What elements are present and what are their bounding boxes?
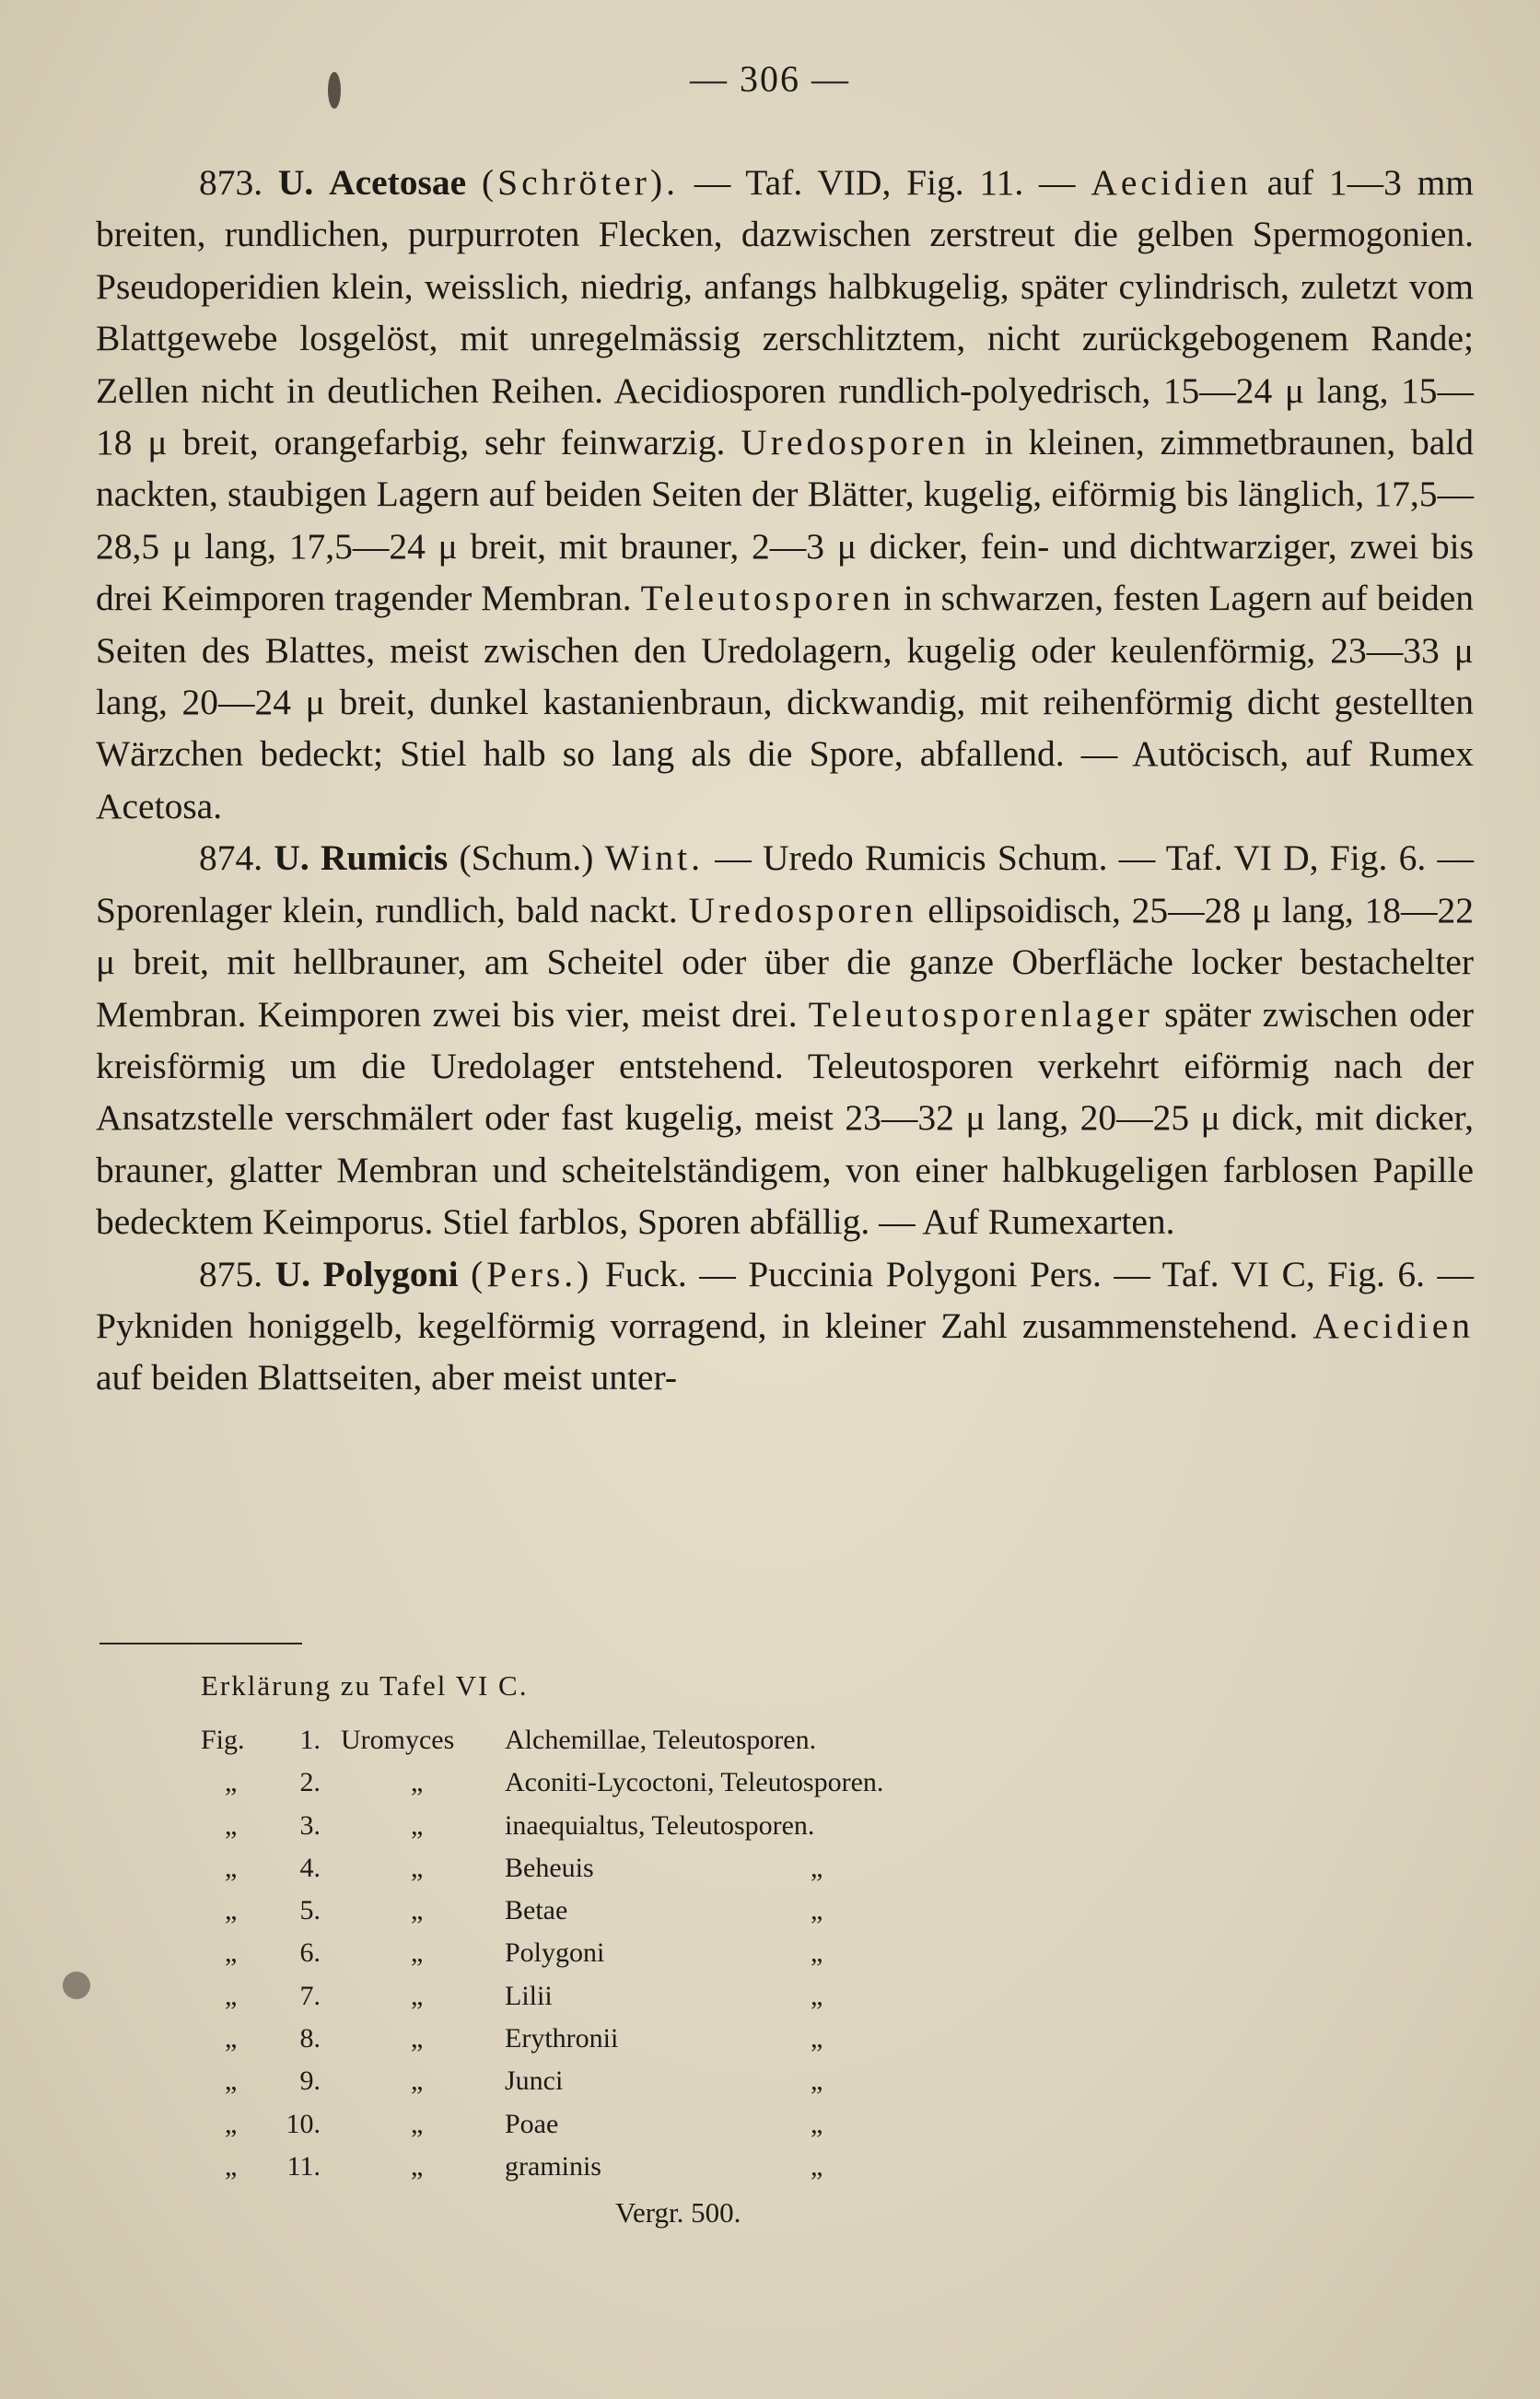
legend-row — [201, 2018, 846, 2060]
legend-ditto: „ — [811, 1895, 823, 1926]
legend-species: Junci — [505, 2065, 564, 2097]
genus: U. — [274, 1253, 311, 1294]
legend-ditto: „ — [811, 2108, 823, 2139]
legend-fig-label: „ — [225, 1895, 238, 1926]
genus: U. — [277, 162, 314, 203]
ink-blot — [63, 1972, 90, 1999]
legend-fig-label: „ — [225, 1980, 238, 2011]
keyword: Teleutosporen — [640, 578, 894, 619]
legend-fig-number: 11. — [286, 2150, 321, 2182]
legend-genus: „ — [411, 1980, 424, 2011]
species-name: Polygoni — [322, 1253, 459, 1294]
entry-875: 875. U. Polygoni (Pers.) Fuck. — Puccinia Polygoni Pers. — Taf. VI C, Fig. 6. — Pykniden honiggelb, kegelförmig vorragend, in kleiner Zahl zusammenstehend. Aecidien auf beiden Blattseiten, aber meist unter- — [96, 1253, 1475, 1398]
legend-row — [201, 1805, 846, 1847]
legend-fig-number: 9. — [299, 2065, 321, 2097]
entry-number: 874. — [199, 837, 263, 879]
legend-genus: „ — [411, 1767, 424, 1798]
legend-fig-label: „ — [225, 1937, 238, 1969]
entry-number: 875. — [199, 1253, 263, 1294]
legend-ditto: „ — [811, 2150, 823, 2182]
keyword: Aecidien — [1091, 162, 1252, 203]
legend-genus: „ — [411, 2150, 424, 2182]
legend-fig-number: 10. — [286, 2108, 321, 2139]
legend-genus: „ — [411, 2065, 424, 2097]
entry-873: 873. U. Acetosae (Schröter). — Taf. VID, Fig. 11. — Aecidien auf 1—3 mm breiten, rundlichen, purpurroten Flecken, dazwischen zerstreut die gelben Spermogonien. Pseudoperidien klein, weisslich, niedrig, anfangs halbkugelig, später cylindrisch, zuletzt vom Blattgewebe losgelöst, mit unregelmässig zerschlitztem, nicht zurückgebogenem Rande; Zellen nicht in deutlichen Reihen. Aecidiosporen rundlich-polyedrisch, 15—24 μ lang, 15—18 μ breit, orangefarbig, sehr feinwarzig. Uredosporen in kleinen, zimmetbraunen, bald nackten, staubigen Lagern auf beiden Seiten der Blätter, kugelig, eiförmig bis länglich, 17,5—28,5 μ lang, 17,5—24 μ breit, mit brauner, 2—3 μ dicker, fein- und dichtwarziger, zwei bis drei Keimporen tragender Membran. Teleutosporen in schwarzen, festen Lagern auf beiden Seiten des Blattes, meist zwischen den Uredolagern, kugelig oder keulenförmig, 23—33 μ lang, 20—24 μ breit, dunkel kastanienbraun, dickwandig, mit reihenförmig dicht gestellten Wärzchen bedeckt; Stiel halb so lang als die Spore, abfallend. — Autöcisch, auf Rumex Acetosa. — [96, 162, 1475, 826]
legend-species: graminis — [505, 2150, 601, 2182]
legend-species: Betae — [505, 1895, 568, 1926]
legend-genus: Uromyces — [341, 1725, 455, 1755]
legend-ditto: „ — [811, 1852, 823, 1883]
author: Wint. — [604, 837, 704, 879]
legend-species: Poae — [505, 2108, 559, 2139]
legend-fig-label: „ — [225, 2065, 238, 2097]
legend-fig-label: Fig. — [201, 1725, 245, 1755]
legend-fig-number: 8. — [299, 2023, 321, 2054]
legend-ditto: „ — [811, 1980, 823, 2011]
legend-fig-number: 4. — [299, 1852, 321, 1883]
legend-ditto: „ — [811, 2065, 823, 2097]
genus: U. — [274, 837, 309, 879]
legend-genus: „ — [411, 1895, 424, 1926]
entry-number: 873. — [199, 162, 263, 203]
keyword: Aecidien — [1312, 1305, 1474, 1346]
legend-species: Polygoni — [505, 1937, 605, 1969]
magnification: Vergr. 500. — [615, 2196, 741, 2229]
keyword: Uredosporen — [688, 889, 917, 930]
species-name: Rumicis — [321, 837, 449, 879]
legend-row — [201, 1975, 846, 2018]
keyword: Teleutosporenlager — [808, 993, 1153, 1035]
entry-874: 874. U. Rumicis (Schum.) Wint. — Uredo Rumicis Schum. — Taf. VI D, Fig. 6. — Sporenlager klein, rundlich, bald nackt. Uredosporen ellipsoidisch, 25—28 μ lang, 18—22 μ breit, mit hellbrauner, am Scheitel oder über die ganze Oberfläche locker bestachelter Membran. Keimporen zwei bis vier, meist drei. Teleutosporenlager später zwischen oder kreisförmig um die Uredolager entstehend. Teleutosporen verkehrt eiförmig nach der Ansatzstelle verschmälert oder fast kugelig, meist 23—32 μ lang, 20—25 μ dick, mit dicker, brauner, glatter Membran und scheitelständigem, von einer halbkugeligen farblosen Papille bedecktem Keimporus. Stiel farblos, Sporen abfällig. — Auf Rumexarten. — [96, 837, 1474, 1243]
legend-row — [201, 1719, 846, 1761]
legend-fig-number: 1. — [299, 1725, 321, 1755]
legend-fig-label: „ — [225, 2023, 238, 2054]
legend-row — [201, 2146, 846, 2188]
legend-genus: „ — [411, 1852, 424, 1883]
legend-row — [201, 2060, 846, 2102]
author: (Schröter). — [481, 162, 679, 203]
legend-row — [201, 1932, 846, 1974]
legend-genus: „ — [411, 2108, 424, 2139]
legend-row — [201, 1761, 884, 1804]
keyword: Uredosporen — [741, 422, 970, 463]
legend-species: Beheuis — [505, 1852, 594, 1883]
species-name: Acetosae — [329, 162, 467, 203]
legend-fig-number: 2. — [299, 1767, 321, 1798]
legend-row — [201, 2103, 846, 2146]
page-number: — 306 — — [690, 58, 850, 99]
legend-species: inaequialtus, Teleutosporen. — [505, 1809, 815, 1841]
legend-fig-number: 6. — [299, 1937, 321, 1969]
legend-row — [201, 1847, 846, 1890]
legend-fig-label: „ — [225, 2150, 238, 2182]
legend-fig-label: „ — [225, 2108, 238, 2139]
legend-fig-label: „ — [225, 1852, 238, 1883]
legend-row — [201, 1890, 846, 1932]
author: Fuck. — [604, 1253, 687, 1294]
plate-legend — [201, 1719, 884, 2188]
legend-fig-label: „ — [225, 1809, 238, 1841]
footnote-divider — [99, 1643, 302, 1644]
legend-ditto: „ — [811, 1937, 823, 1969]
plate-caption: Erklärung zu Tafel VI C. — [201, 1669, 529, 1702]
legend-genus: „ — [411, 1809, 424, 1841]
legend-fig-label: „ — [225, 1767, 238, 1798]
body-text — [96, 157, 1474, 1404]
legend-genus: „ — [411, 1937, 424, 1969]
legend-ditto: „ — [811, 2023, 823, 2054]
legend-fig-number: 3. — [299, 1809, 321, 1841]
legend-fig-number: 7. — [299, 1980, 321, 2011]
author: (Schum.) — [459, 837, 594, 879]
legend-species: Aconiti-Lycoctoni, Teleutosporen. — [505, 1767, 884, 1798]
legend-fig-number: 5. — [299, 1895, 321, 1926]
legend-genus: „ — [411, 2023, 424, 2054]
legend-species: Lilii — [505, 1980, 553, 2011]
legend-species: Erythronii — [505, 2023, 619, 2054]
author: (Pers.) — [471, 1253, 593, 1294]
legend-species: Alchemillae, Teleutosporen. — [505, 1725, 817, 1755]
